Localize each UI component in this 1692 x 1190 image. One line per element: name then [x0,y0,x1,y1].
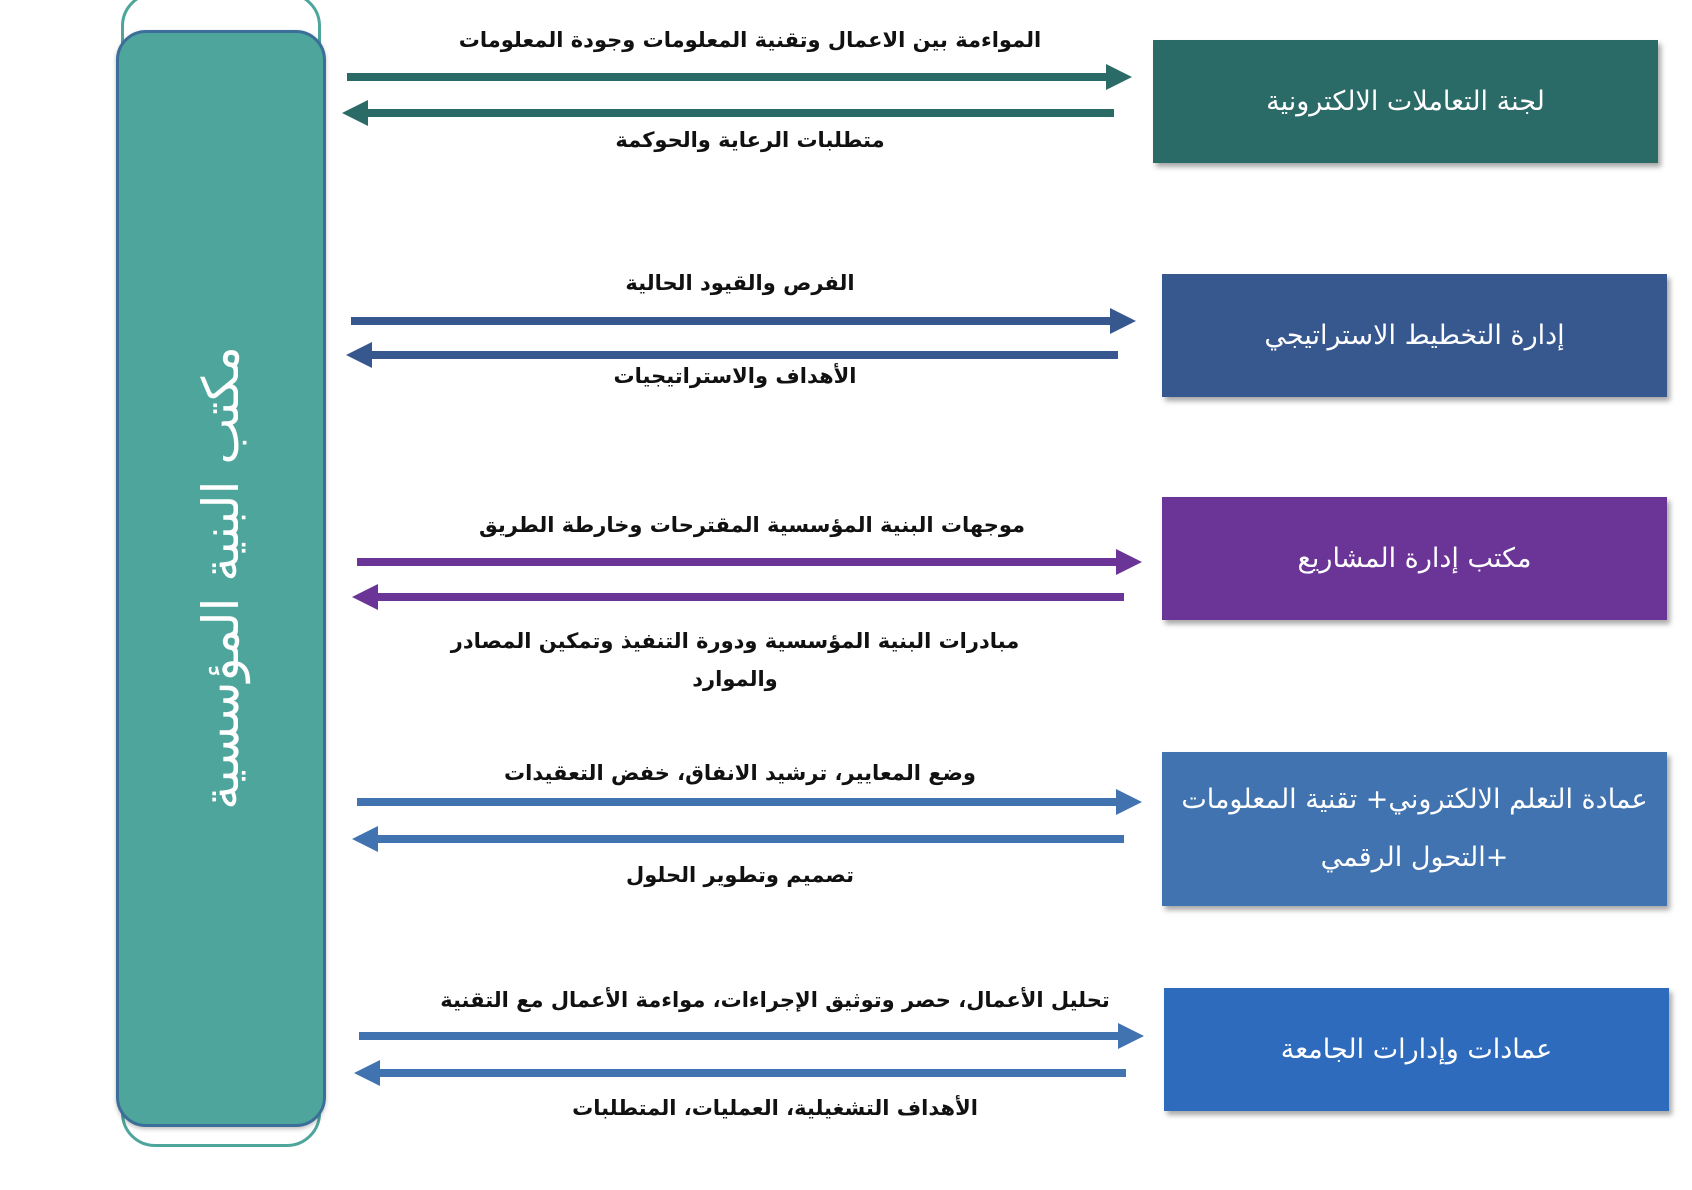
unit-name: عمادات وإدارات الجامعة [1280,1033,1553,1065]
outgoing-arrowhead-0 [1106,64,1132,90]
outgoing-label-0: المواءمة بين الاعمال وتقنية المعلومات وجودة المعلومات [458,28,1042,52]
incoming-label-0: متطلبات الرعاية والحوكمة [615,128,885,152]
main-title: مكتب البنية المؤسسية [192,346,250,810]
incoming-arrowhead-4 [354,1060,380,1086]
incoming-arrowhead-2 [352,584,378,610]
outgoing-label-1: الفرص والقيود الحالية [625,271,855,295]
incoming-label-4: الأهداف التشغيلية، العمليات، المتطلبات [572,1096,978,1120]
outgoing-label-3: وضع المعايير، ترشيد الانفاق، خفض التعقيدات [504,761,976,785]
unit-name: عمادة التعلم الالكتروني+ تقنية المعلومات +التحول الرقمي [1181,784,1648,873]
unit-box-ecommerce-committee [1153,40,1658,163]
incoming-label-2: مبادرات البنية المؤسسية ودورة التنفيذ وتمكين المصادر والموارد [450,629,1020,691]
incoming-label-3: تصميم وتطوير الحلول [625,863,854,887]
unit-box-elearning-it-digital [1162,752,1667,906]
incoming-arrowhead-0 [342,100,368,126]
outgoing-label-2: موجهات البنية المؤسسية المقترحات وخارطة الطريق [478,513,1026,537]
incoming-arrowhead-1 [346,342,372,368]
unit-name: لجنة التعاملات الالكترونية [1266,85,1545,117]
outgoing-arrowhead-3 [1116,789,1142,815]
unit-box-strategic-planning [1162,274,1667,397]
outgoing-label-4: تحليل الأعمال، حصر وتوثيق الإجراءات، مواءمة الأعمال مع التقنية [440,988,1110,1012]
outgoing-arrowhead-4 [1118,1023,1144,1049]
outgoing-arrowhead-1 [1110,308,1136,334]
outgoing-arrowhead-2 [1116,549,1142,575]
unit-box-university-deanships [1164,988,1669,1111]
incoming-label-1: الأهداف والاستراتيجيات [613,364,857,388]
unit-box-project-management-office [1162,497,1667,620]
unit-name: مكتب إدارة المشاريع [1297,542,1532,574]
incoming-arrowhead-3 [352,826,378,852]
unit-name: إدارة التخطيط الاستراتيجي [1264,319,1565,351]
